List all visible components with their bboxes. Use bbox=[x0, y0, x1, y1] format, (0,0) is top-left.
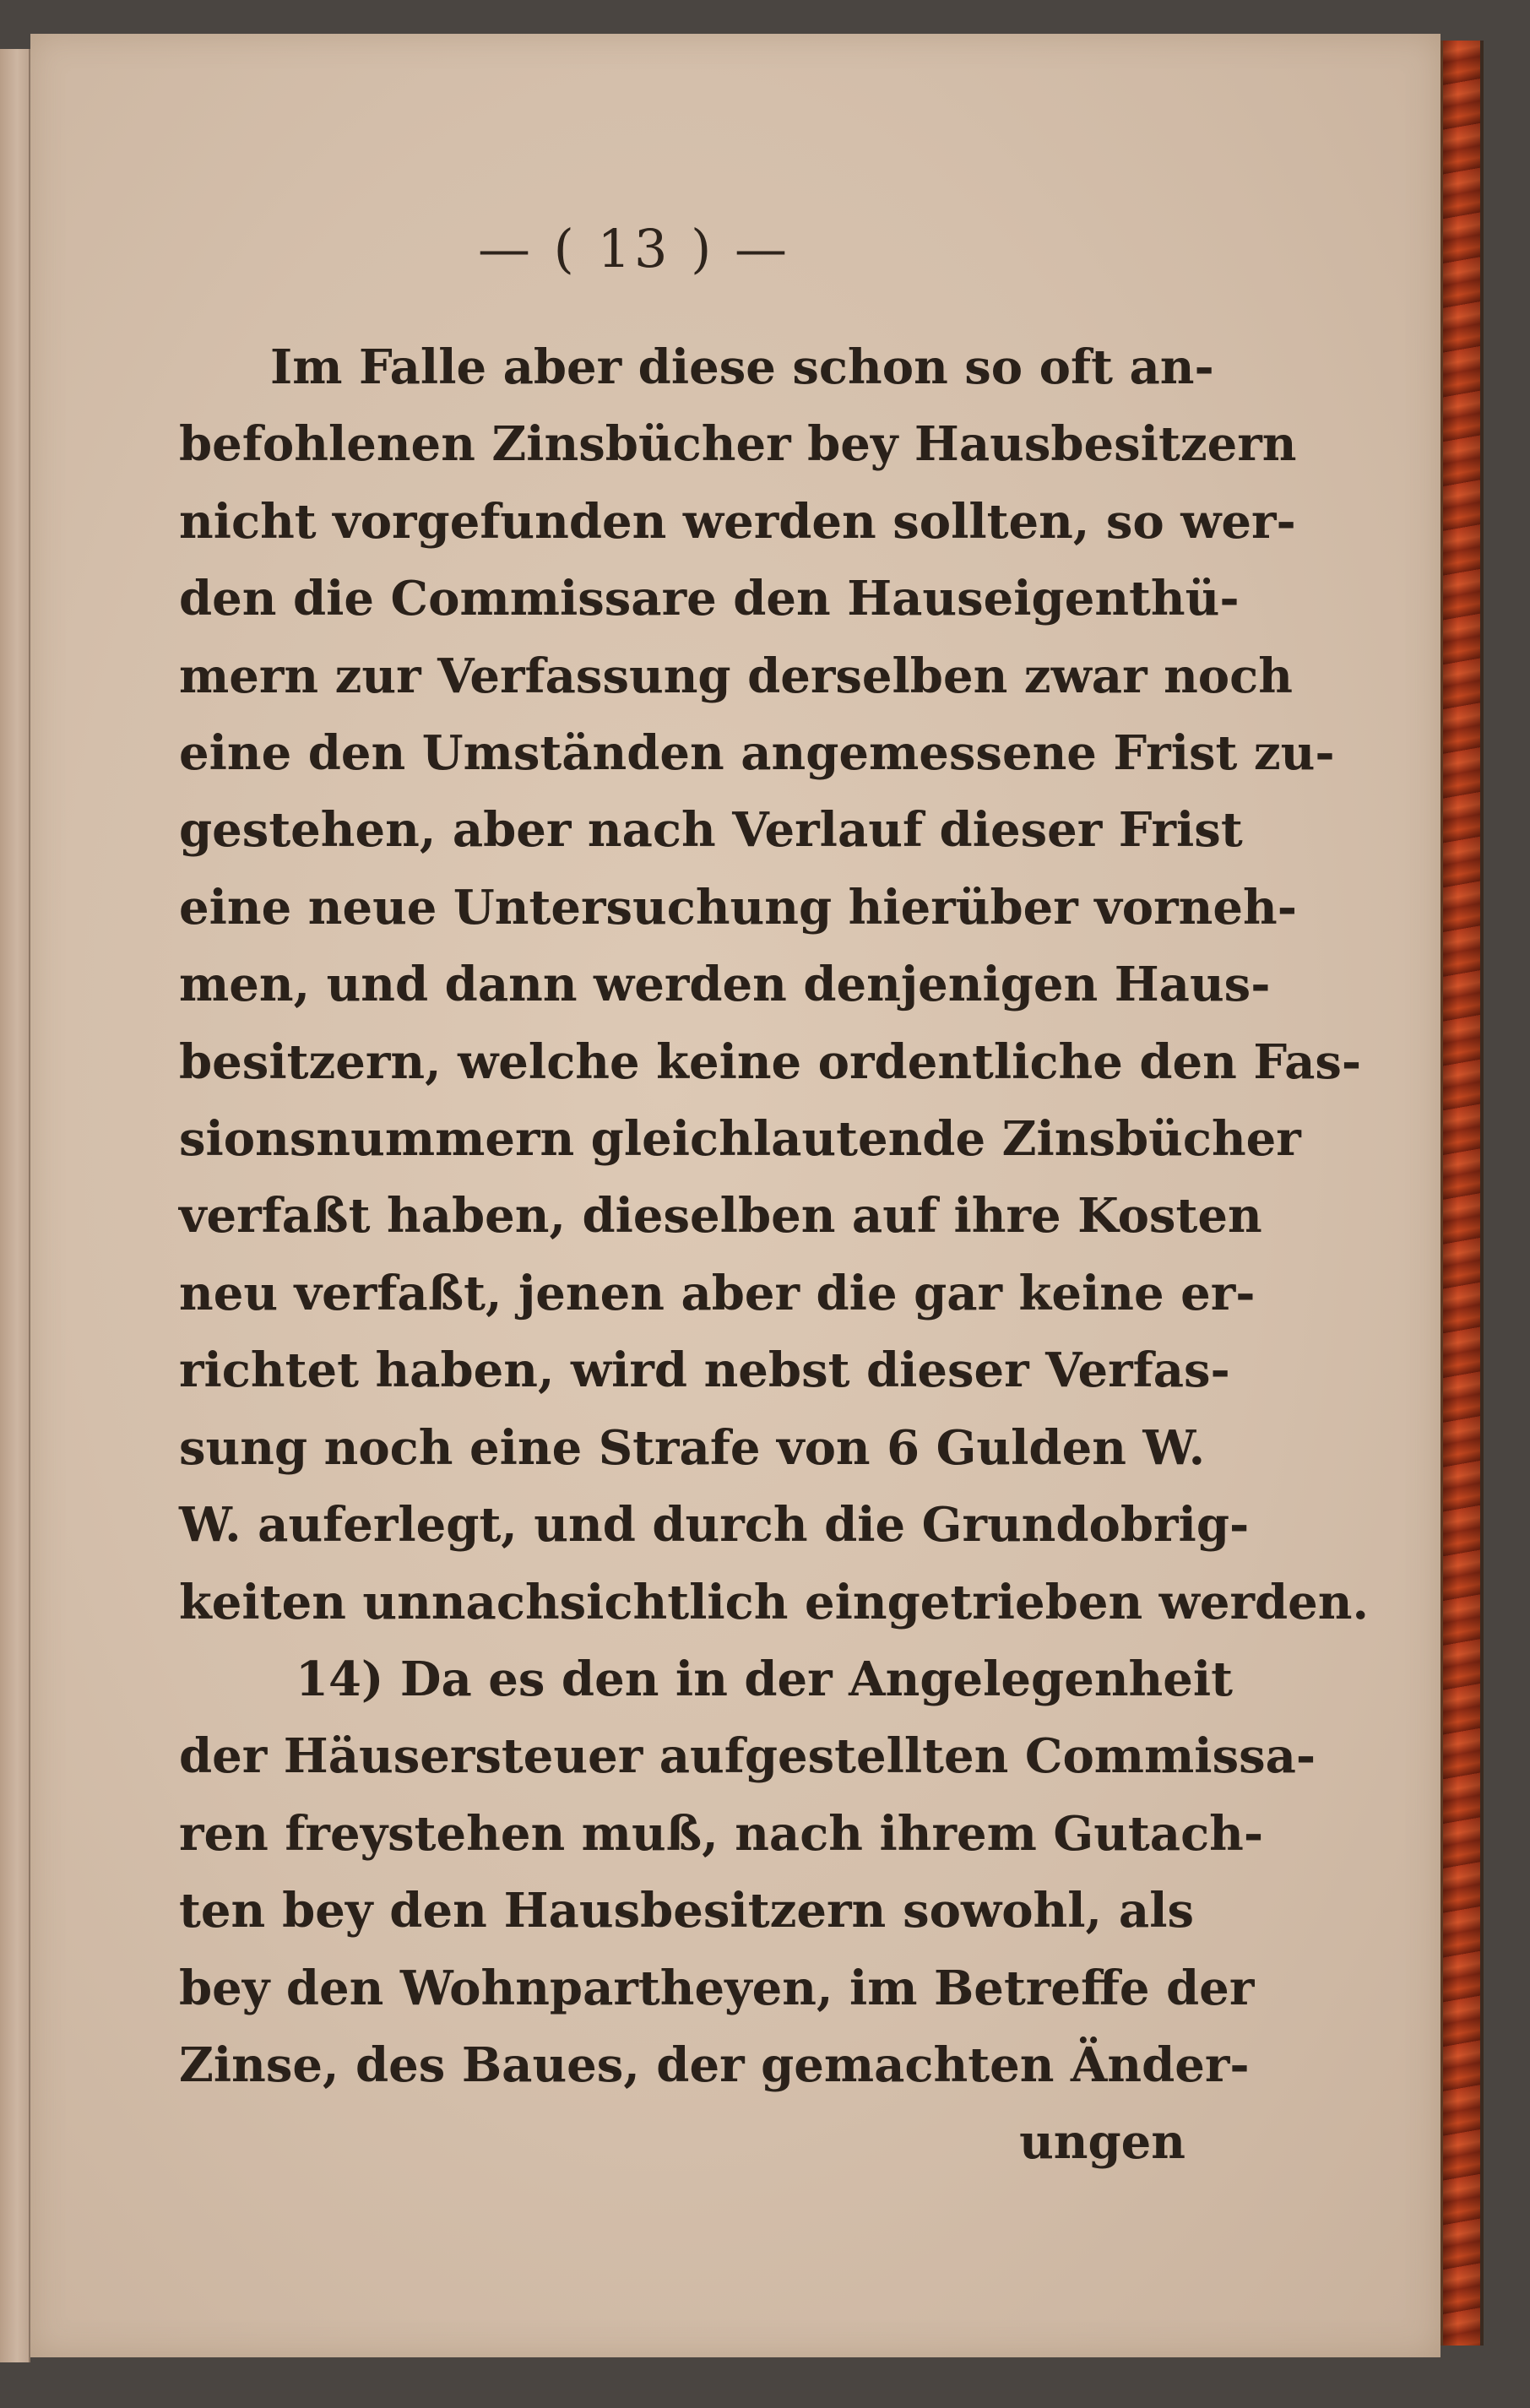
text-line: W. auferlegt, und durch die Grundobrig- bbox=[179, 1497, 1250, 1554]
text-line: besitzern, welche keine ordentliche den Fas- bbox=[179, 1033, 1362, 1090]
cover-shading bbox=[1443, 41, 1480, 2346]
previous-page-edge bbox=[0, 49, 30, 2362]
text-line: Zinse, des Baues, der gemachten Änder- bbox=[179, 2036, 1250, 2093]
text-line: 14) Da es den in der Angelegenheit bbox=[296, 1651, 1234, 1707]
text-line: verfaßt haben, dieselben auf ihre Kosten bbox=[179, 1188, 1262, 1245]
text-line: eine neue Untersuchung hierüber vorneh- bbox=[179, 879, 1297, 936]
text-line: sionsnummern gleichlautende Zinsbücher bbox=[179, 1111, 1301, 1168]
text-line: Im Falle aber diese schon so oft an- bbox=[270, 339, 1214, 395]
text-line: der Häusersteuer aufgestellten Commissa- bbox=[179, 1728, 1316, 1785]
text-line: mern zur Verfassung derselben zwar noch bbox=[179, 648, 1293, 704]
text-line: richtet haben, wird nebst dieser Verfas- bbox=[179, 1342, 1230, 1399]
text-line: eine den Umständen angemessene Frist zu- bbox=[179, 725, 1335, 782]
text-line: sung noch eine Strafe von 6 Gulden W. bbox=[179, 1419, 1206, 1476]
text-line: gestehen, aber nach Verlauf dieser Frist bbox=[179, 802, 1243, 859]
text-line: nicht vorgefunden werden sollten, so wer- bbox=[179, 493, 1296, 550]
text-line: den die Commissare den Hauseigenthü- bbox=[179, 571, 1240, 627]
page-text bbox=[179, 329, 1369, 2182]
text-line: neu verfaßt, jenen aber die gar keine er- bbox=[179, 1265, 1256, 1321]
text-line: keiten unnachsichtlich eingetrieben werden. bbox=[179, 1574, 1369, 1630]
text-line: men, und dann werden denjenigen Haus- bbox=[179, 957, 1271, 1013]
text-line: bey den Wohnpartheyen, im Betreffe der bbox=[179, 1960, 1255, 2016]
book-page bbox=[30, 34, 1440, 2357]
book-cover-edge bbox=[1440, 41, 1484, 2346]
catchword: ungen bbox=[1019, 2114, 1185, 2171]
text-line: ren freystehen muß, nach ihrem Gutach- bbox=[179, 1805, 1264, 1862]
page-number: — ( 13 ) — bbox=[477, 218, 791, 279]
text-line: ten bey den Hausbesitzern sowohl, als bbox=[179, 1883, 1194, 1939]
text-line: befohlenen Zinsbücher bey Hausbesitzern bbox=[179, 416, 1297, 473]
